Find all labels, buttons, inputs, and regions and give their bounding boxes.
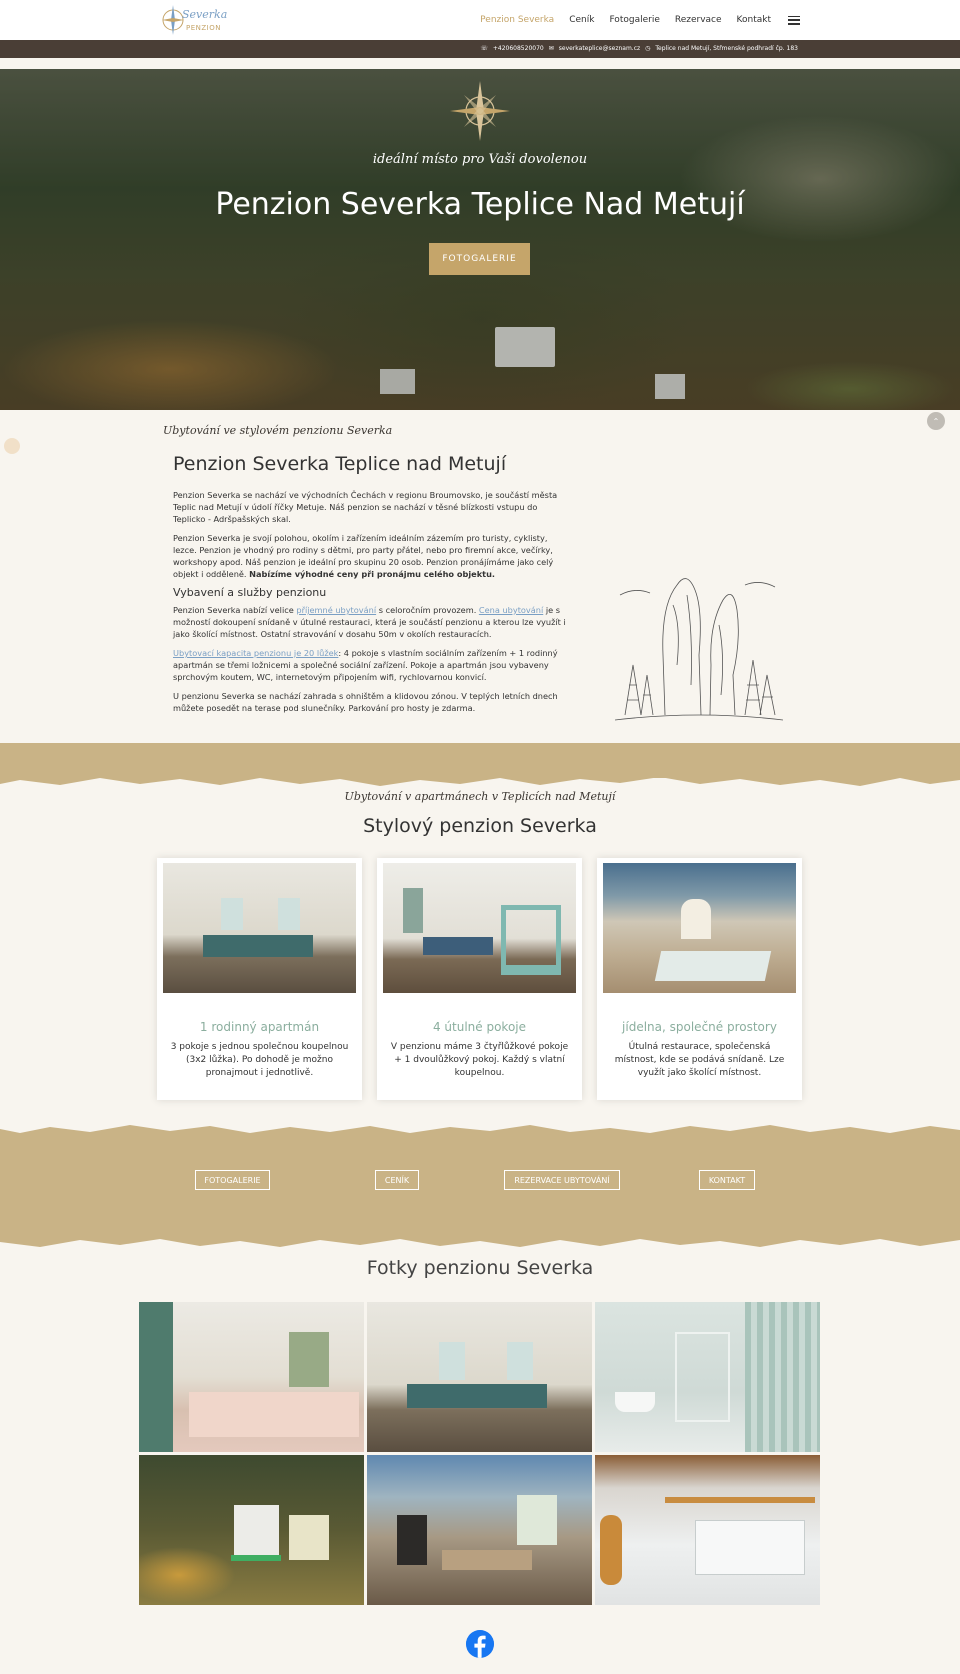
intro-text: s celoročním provozem. (376, 605, 479, 615)
contact-email[interactable]: severkateplice@seznam.cz (558, 45, 641, 52)
cta-pricing-button[interactable]: CENÍK (375, 1170, 419, 1190)
room-card-title: 4 útulné pokoje (432, 1020, 527, 1034)
intro-paragraph (173, 532, 570, 580)
intro-text: je s možností dokoupení snídaně v útulné restauraci, která je součástí penzionu a kterou lze využít i jako školící místnost. Ostatní stravování v dosahu 50m v okolích restauracích. (173, 605, 566, 639)
room-photo-bed (423, 937, 493, 955)
nav-item-kontakt[interactable]: Kontakt (736, 15, 771, 25)
cookie-icon[interactable] (4, 438, 20, 454)
link-accommodation[interactable]: příjemné ubytování (296, 605, 377, 615)
compass-icon (450, 81, 510, 141)
gallery-photo-shelf (665, 1497, 815, 1503)
room-photo (603, 863, 796, 993)
clock-icon: ◷ (645, 45, 651, 52)
room-photo-bunk-bed (501, 905, 561, 975)
hero-banner (0, 69, 960, 410)
phone-icon: ☏ (480, 45, 488, 52)
gallery-photo-fireplace (397, 1515, 427, 1565)
contact-address: Teplice nad Metují, Střmenské podhradí čp. 183 (655, 45, 798, 52)
cta-reservation-button[interactable]: REZERVACE UBYTOVÁNÍ (504, 1170, 620, 1190)
intro-text: Penzion Severka nabízí velice (173, 605, 297, 615)
room-card[interactable] (377, 858, 582, 1100)
gallery-photo[interactable] (139, 1302, 364, 1452)
nav-item-rezervace[interactable]: Rezervace (674, 15, 722, 25)
cta-band (0, 1135, 960, 1235)
room-card-title: jídelna, společné prostory (622, 1020, 777, 1034)
main-nav (480, 0, 800, 40)
intro-text: : 4 pokoje s vlastním sociálním zařízením + 1 rodinný apartmán se třemi ložnicemi a společné sociální zařízení. Pokoje a apartmán jsou vybaveny sprchovým koutem, WC, internetovým připojením wifi, rychlovarnou konvicí. (173, 648, 558, 682)
intro-paragraph: U penzionu Severka se nachází zahrada s ohništěm a klidovou zónou. V teplých letních dnech můžete posedět na terase pod slunečníky. Parkování pro hosty je zdarma. (173, 691, 558, 713)
intro-title: Penzion Severka Teplice nad Metují (173, 453, 507, 475)
intro-body (173, 489, 570, 721)
gallery-photo[interactable] (367, 1302, 592, 1452)
link-capacity[interactable]: Ubytovací kapacita penzionu je 20 lůžek (173, 648, 339, 658)
intro-paragraph (173, 647, 570, 683)
gallery-photo-house (289, 1515, 329, 1560)
intro-tagline: Ubytování ve stylovém penzionu Severka (163, 424, 393, 437)
gallery-photo-awning (231, 1555, 281, 1561)
torn-edge (0, 1234, 960, 1254)
hero-tagline: ideální místo pro Vaši dovolenou (372, 152, 588, 167)
gallery-photo[interactable] (367, 1455, 592, 1605)
intro-text: Penzion Severka je svojí polohou, okolím i zařízením ideálním zázemím pro turisty, cyklisty, lezce. Penzion je vhodný pro rodiny s dětmi, pro party přátel, nebo pro firemní akce, večírky, workshopy apod. Náš penzion je ideální pro skupinu 20 osob. Penzion pronájímáme jako celý objekt i odděleně. (173, 533, 554, 579)
cta-gallery-button[interactable]: FOTOGALERIE (195, 1170, 270, 1190)
gallery-photo-house (234, 1505, 279, 1560)
menu-icon[interactable] (788, 16, 800, 25)
room-photo-bed (203, 935, 313, 957)
hero-title: Penzion Severka Teplice Nad Metují (215, 187, 745, 222)
room-photo (163, 863, 356, 993)
gallery-photo-window (517, 1495, 557, 1545)
gallery-photo-window (439, 1342, 465, 1380)
gallery-title: Fotky penzionu Severka (366, 1257, 594, 1279)
gallery-photo[interactable] (595, 1455, 820, 1605)
room-photo-doorway (681, 899, 711, 939)
rooms-title: Stylový penzion Severka (363, 815, 597, 837)
logo-subtitle: PENZION (186, 24, 221, 32)
room-photo-table (655, 951, 771, 981)
contact-phone[interactable]: +420608520070 (492, 45, 544, 52)
gallery-photo-table (442, 1550, 532, 1570)
intro-paragraph (173, 604, 570, 640)
room-photo-window (403, 888, 423, 933)
gallery-photo-bed (189, 1392, 359, 1437)
room-card[interactable] (157, 858, 362, 1100)
hero-gallery-button[interactable]: FOTOGALERIE (429, 243, 530, 275)
intro-paragraph: Penzion Severka se nachází ve východních Čechách v regionu Broumovsko, je součástí města Teplic nad Metují v údolí říčky Metuje. Náš penzion se nachází v těsné blízkosti vstupu do Teplicko - Adršpašských skal. (173, 490, 558, 524)
room-card-title: 1 rodinný apartmán (199, 1020, 320, 1034)
room-photo-window (221, 898, 243, 930)
gallery-photo-tiles (745, 1302, 820, 1452)
room-photo-window (278, 898, 300, 930)
gallery-photo-window (289, 1332, 329, 1387)
gallery-photo[interactable] (139, 1455, 364, 1605)
contact-bar (0, 40, 960, 58)
gallery-photo[interactable] (595, 1302, 820, 1452)
gallery-photo-dresser (139, 1302, 173, 1452)
services-subtitle: Vybavení a služby penzionu (173, 586, 327, 599)
link-price[interactable]: Cena ubytování (478, 605, 544, 615)
site-header (0, 0, 960, 40)
room-photo (383, 863, 576, 993)
gallery-photo-sink (615, 1392, 655, 1412)
logo-script: Severka (182, 8, 228, 21)
room-card-text: V penzionu máme 3 čtyřlůžkové pokoje + 1 dvoulůžkový pokoj. Každý s vlatní koupelnou. (390, 1042, 569, 1078)
nav-item-cenik[interactable]: Ceník (569, 15, 595, 25)
room-card-text: 3 pokoje s jednou společnou koupelnou (3x2 lůžka). Po dohodě je možno pronajmout i jednotlivě. (170, 1042, 349, 1078)
intro-bold-text: Nabízíme výhodné ceny při pronájmu celého objektu. (249, 569, 496, 579)
torn-edge (0, 772, 960, 792)
rock-sketch-illustration (615, 565, 783, 728)
cta-contact-button[interactable]: KONTAKT (699, 1170, 755, 1190)
logo[interactable] (160, 2, 228, 38)
room-card-text: Útulná restaurace, společenská místnost, kde se podává snídaně. Lze využít jako školící místnost. (614, 1042, 785, 1078)
scroll-top-icon[interactable]: ⌃ (927, 412, 945, 430)
gallery-photo-shower (675, 1332, 730, 1422)
facebook-icon[interactable] (466, 1630, 494, 1658)
mail-icon: ✉ (548, 45, 554, 52)
nav-item-penzion-severka[interactable]: Penzion Severka (480, 15, 555, 25)
room-card[interactable] (597, 858, 802, 1100)
gallery-photo-bed (407, 1384, 547, 1408)
rooms-tagline: Ubytování v apartmánech v Teplicích nad Metují (344, 790, 616, 803)
gallery-photo-window (507, 1342, 533, 1380)
gallery-photo-guitar (600, 1515, 622, 1585)
nav-item-fotogalerie[interactable]: Fotogalerie (609, 15, 660, 25)
gallery-photo-counter (695, 1520, 805, 1575)
